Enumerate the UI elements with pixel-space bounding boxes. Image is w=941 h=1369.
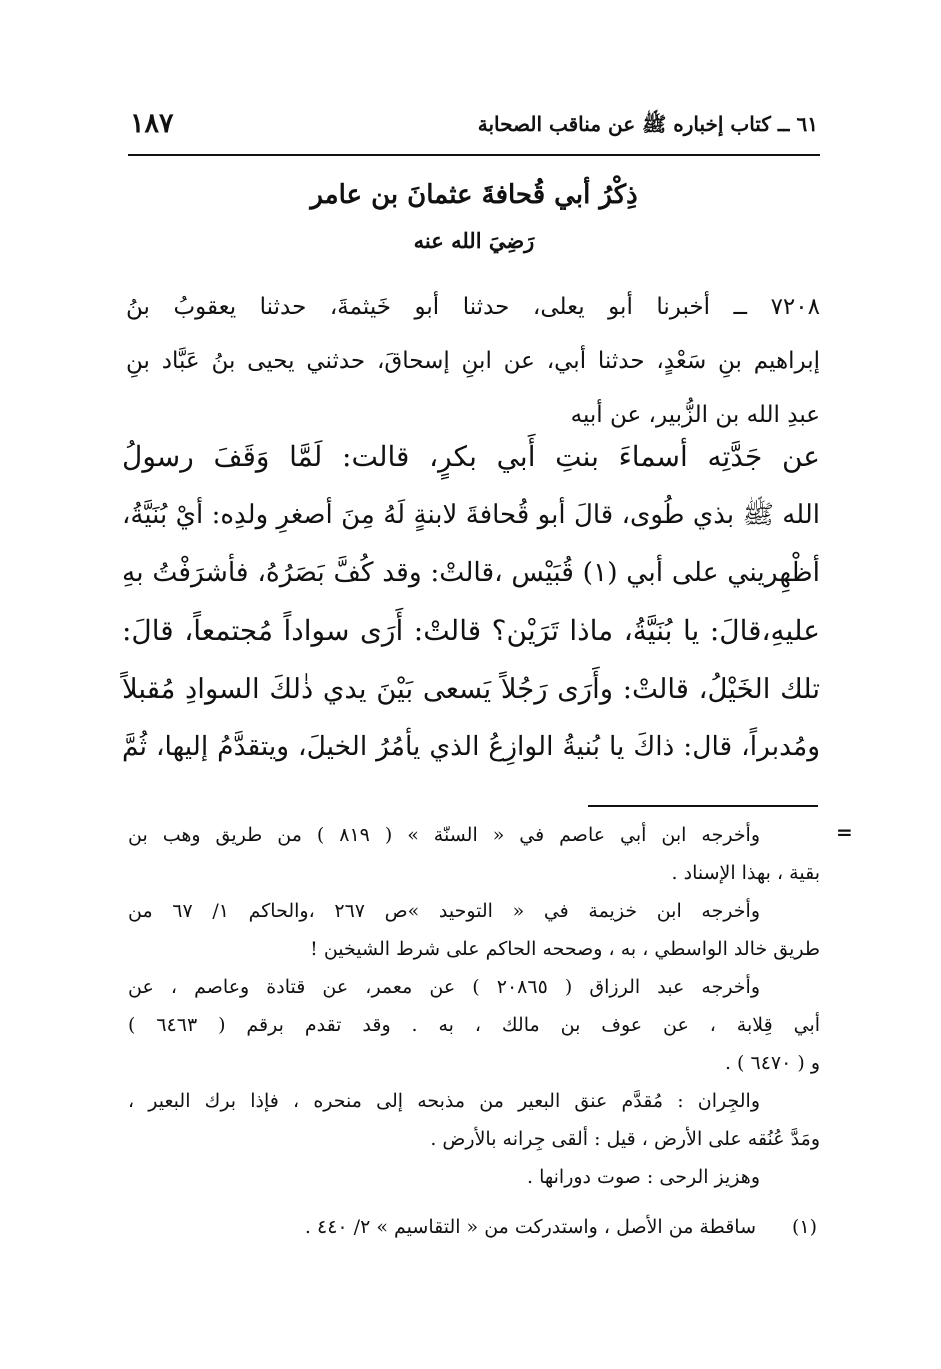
isnad-line: عبدِ الله بن الزُّبير، عن أبيه [570,402,820,428]
header-rule [128,154,820,156]
footnote-line: والجِران : مُقدَّم عنق البعير من مذبحه إلى منحره ، فإذا برك البعير ، [128,1090,760,1112]
footnote-continuation-mark: = [836,820,853,844]
matn-line: عليهِ،قالَ: يا بُنَيَّةُ، ماذا تَرَيْن؟ قالتْ: أَرَى سواداً مُجتمعاً، قالَ: [122,614,820,647]
matn-paragraph [122,428,820,776]
footnote-line: بقية ، بهذا الإسناد . [671,862,820,884]
isnad-line: ٧٢٠٨ ــ أخبرنا أبو يعلى، حدثنا أبو خَيثمةَ، حدثنا يعقوبُ بنُ [126,294,820,320]
footnote-line: وأخرجه عبد الرزاق ( ٢٠٨٦٥ ) عن معمر، عن قتادة وعاصم ، عن [128,976,760,998]
isnad-line: إبراهيم بنِ سَعْدٍ، حدثنا أبي، عن ابنِ إسحاقَ، حدثني يحيى بنُ عَبَّاد بنِ [126,348,820,374]
footnotes [128,816,820,1196]
matn-line: ومُدبراً، قال: ذاكَ يا بُنيةُ الوازِعُ الذي يأمُرُ الخيلَ، ويتقدَّمُ إليها، ثُمَّ [122,731,820,762]
matn-line: الله ﷺ بذي طُوى، قالَ أبو قُحافةَ لابنةٍ لَهُ مِنَ أصغرِ ولدِه: أيْ بُنَيَّةُ، [122,500,820,530]
footnote-rule [588,805,818,807]
footnote-line: ومَدَّ عُنُقه على الأرض ، قيل : ألقى جِرانه بالأرض . [430,1128,820,1150]
matn-line: عن جَدَّتِه أسماءَ بنتِ أَبي بكرٍ، قالت: لَمَّا وَقَفَ رسولُ [122,440,820,473]
footnote-text: ساقطة من الأصل ، واستدركت من « التقاسيم » ٢/ ٤٤٠ . [304,1216,756,1238]
footnote-line: وهزيز الرحى : صوت دورانها . [527,1166,760,1188]
footnote-line: وأخرجه ابن أبي عاصم في « السنّة » ( ٨١٩ ) من طريق وهب بن [128,824,761,846]
footnote-line: أبي قِلابة ، عن عوف بن مالك ، به . وقد تقدم برقم ( ٦٤٦٣ ) [128,1014,821,1036]
footnote-number: (١) [791,1216,817,1238]
section-subtitle: رَضِيَ الله عنه [413,228,535,253]
matn-line: أظْهِريني على أبي (١) قُبَيْس ،قالتْ: وقد كُفَّ بَصَرُهُ، فأشرَفْتُ بهِ [122,557,821,588]
isnad-paragraph [126,280,820,442]
matn-line: تلك الخَيْلُ، قالتْ: وأَرَى رَجُلاً يَسعى بَيْنَ يدي ذٰلكَ السوادِ مُقبلاً [122,673,820,705]
footnote-line: و ( ٦٤٧٠ ) . [724,1052,820,1074]
footnote-line: طريق خالد الواسطي ، به ، وصححه الحاكم على شرط الشيخين ! [310,938,820,960]
footnote-line: وأخرجه ابن خزيمة في « التوحيد »ص ٢٦٧ ،والحاكم ١/ ٦٧ من [128,900,760,922]
section-title: ذِكْرُ أبي قُحافةَ عثمانَ بن عامر [310,180,638,210]
running-title: ٦١ ــ كتاب إخباره ﷺ عن مناقب الصحابة [477,112,818,136]
page-number: ١٨٧ [130,108,174,139]
